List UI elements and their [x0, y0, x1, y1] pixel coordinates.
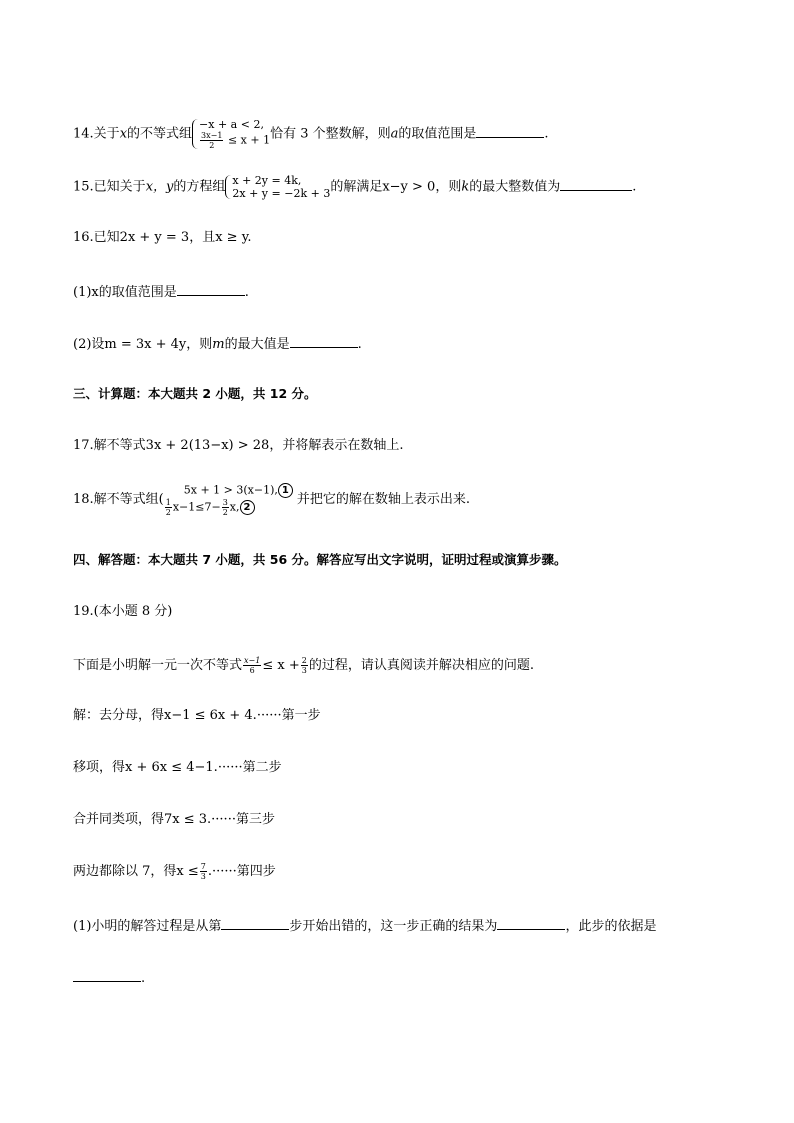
q18-circle-1: 1 [278, 483, 293, 498]
q14-mid: 的不等式组 [127, 126, 193, 142]
q15-var-k: k [461, 179, 470, 195]
q18-frac2-num: 3 [222, 498, 228, 507]
q19-part1-blank-step[interactable] [221, 916, 289, 930]
q19-intro-frac2-den: 3 [301, 666, 307, 675]
q14-end: . [544, 126, 549, 142]
q19-intro-prefix: 下面是小明解一元一次不等式 [73, 658, 243, 673]
q14-suffix1: 恰有 3 个整数解，则 [270, 126, 391, 142]
question-16-part2 [73, 334, 362, 353]
q16-part1-blank[interactable] [177, 282, 245, 296]
q19-intro-frac1 [243, 656, 261, 675]
question-15 [73, 174, 636, 200]
q19-step-2: 移项，得x + 6x ≤ 4−1.······第二步 [73, 760, 282, 775]
question-14 [73, 118, 549, 150]
q14-answer-blank[interactable] [476, 124, 544, 138]
section-3-heading: 三、计算题：本大题共 2 小题，共 12 分。 [73, 386, 317, 401]
q14-sys-line1: −x + a < 2, [199, 118, 264, 131]
q15-suffix2: 的最大整数值为 [469, 179, 561, 195]
q15-end: . [632, 179, 637, 195]
q19-step4-frac [200, 862, 207, 881]
q18-frac1-den: 2 [165, 508, 171, 517]
section-4-heading: 四、解答题：本大题共 7 小题，共 56 分。解答应写出文字说明，证明过程或演算步骤。 [73, 552, 567, 567]
q19-step4-den: 3 [200, 872, 206, 881]
question-19-header: 19.(本小题 8 分) [73, 604, 173, 619]
q18-line2-tail: x, [229, 500, 240, 514]
q19-step-1: 解：去分母，得x−1 ≤ 6x + 4.······第一步 [73, 708, 321, 723]
q19-intro-frac1-num: x−1 [244, 656, 261, 665]
q14-fraction [200, 131, 223, 150]
q16-part1-end: . [244, 285, 249, 300]
q18-circle-2: 2 [240, 500, 255, 515]
question-19-intro [73, 656, 534, 675]
q16-part2-mid: 的最大值是 [224, 337, 290, 352]
q16-part2-blank[interactable] [290, 334, 358, 348]
q18-prefix: 18.解不等式组( [73, 492, 164, 507]
q14-sys-line2 [199, 131, 270, 150]
q19-intro-frac2 [301, 656, 308, 675]
q18-line2-mid: x−1≤7− [172, 500, 221, 514]
question-16-part1 [73, 282, 249, 301]
q16-var-m: m [212, 337, 225, 352]
question-16: 16.已知2x + y = 3，且x ≥ y. [73, 230, 252, 245]
q18-frac1-num: 1 [165, 498, 171, 507]
q18-suffix: 并把它的解在数轴上表示出来. [296, 492, 471, 507]
q14-sys-line2-tail: ≤ x + 1 [227, 133, 271, 147]
q19-intro-suffix: 的过程，请认真阅读并解决相应的问题. [308, 658, 534, 673]
q19-step4-num: 7 [200, 862, 206, 871]
q19-part-1-continued [73, 968, 145, 987]
q19-part1-end: . [141, 971, 146, 986]
q15-answer-blank[interactable] [560, 177, 632, 191]
q19-step-4 [73, 862, 276, 881]
q14-frac-num: 3x−1 [201, 131, 223, 140]
q18-frac2-den: 2 [222, 508, 228, 517]
q19-part1-blank-result[interactable] [497, 916, 565, 930]
q19-step4-prefix: 两边都除以 7，得x ≤ [73, 864, 199, 879]
q19-step4-suffix: .······第四步 [207, 864, 276, 879]
q19-part-1 [73, 916, 656, 935]
q18-line2 [164, 498, 293, 517]
q15-prefix: 15.已知关于 [73, 179, 146, 195]
q15-suffix1: 的解满足x−y > 0，则 [330, 179, 462, 195]
q19-intro-frac1-den: 6 [249, 666, 255, 675]
q14-var-x: x [119, 126, 128, 142]
q18-line1 [164, 483, 293, 498]
q16-part2-prefix: (2)设m = 3x + 4y，则 [73, 337, 213, 352]
q14-suffix2: 的取值范围是 [398, 126, 477, 142]
q14-prefix: 14.关于 [73, 126, 120, 142]
q15-sys-line2: 2x + y = −2k + 3 [232, 187, 331, 200]
q19-part1-c: ，此步的依据是 [565, 919, 657, 934]
q15-sys-line1: x + 2y = 4k, [232, 174, 302, 187]
q15-equation-system [225, 174, 330, 200]
q18-inequality-system [164, 483, 293, 517]
q19-intro-frac2-num: 2 [301, 656, 307, 665]
q16-part2-end: . [357, 337, 362, 352]
q19-step-3: 合并同类项，得7x ≤ 3.······第三步 [73, 812, 275, 827]
q19-part1-blank-basis[interactable] [73, 968, 141, 982]
q15-vars: x，y [145, 179, 174, 195]
q18-line1-text: 5x + 1 > 3(x−1), [183, 483, 278, 497]
q19-intro-mid: ≤ x + [262, 658, 300, 673]
q14-frac-den: 2 [209, 141, 215, 150]
q14-var-a: a [390, 126, 399, 142]
q19-part1-b: 步开始出错的，这一步正确的结果为 [289, 919, 498, 934]
question-17: 17.解不等式3x + 2(13−x) > 28，并将解表示在数轴上. [73, 438, 404, 453]
q14-inequality-system [192, 118, 270, 150]
q18-frac1 [165, 498, 172, 517]
q16-part1-prefix: (1)x的取值范围是 [73, 285, 177, 300]
q19-part1-a: (1)小明的解答过程是从第 [73, 919, 222, 934]
q18-frac2 [222, 498, 229, 517]
question-18 [73, 483, 470, 517]
q15-mid: 的方程组 [173, 179, 226, 195]
